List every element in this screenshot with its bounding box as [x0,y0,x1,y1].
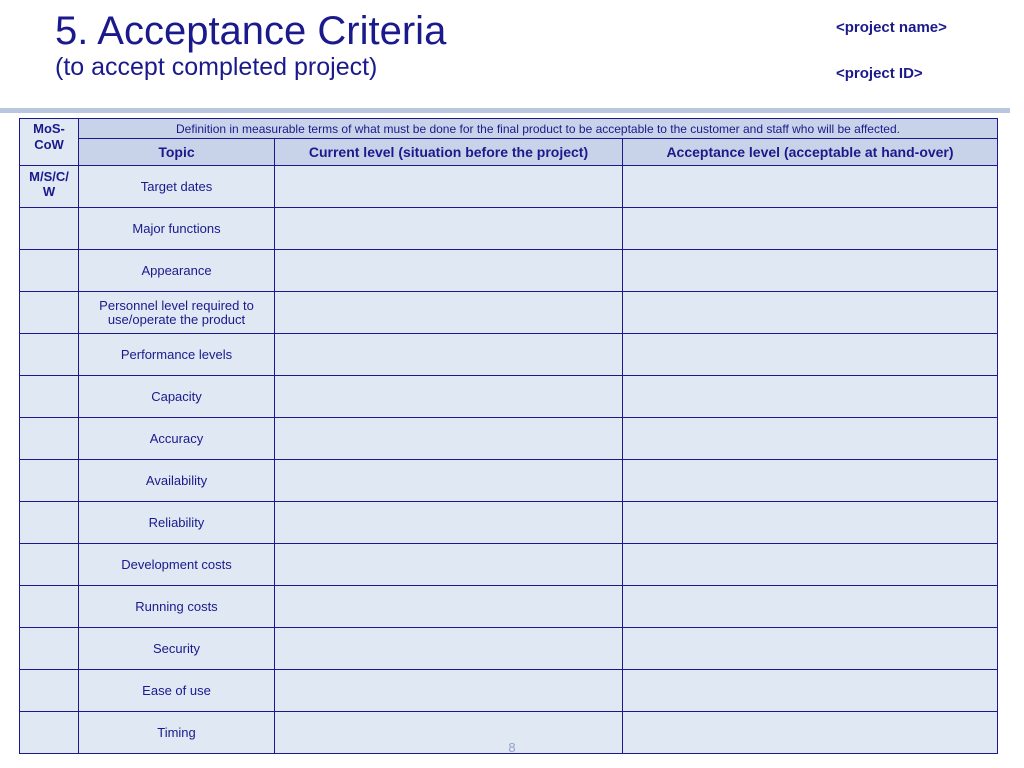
current-level-cell[interactable] [275,628,623,670]
current-level-cell[interactable] [275,460,623,502]
column-header-current-level: Current level (situation before the project) [275,139,623,166]
acceptance-level-cell[interactable] [623,166,998,208]
mos-priority-cell[interactable] [20,334,79,376]
current-level-cell[interactable] [275,334,623,376]
acceptance-level-cell[interactable] [623,376,998,418]
mos-priority-cell[interactable] [20,376,79,418]
table-row [20,166,998,208]
current-level-cell[interactable] [275,292,623,334]
page-number: 8 [508,740,516,755]
acceptance-level-cell[interactable] [623,670,998,712]
table-row [20,208,998,250]
table-row [20,334,998,376]
current-level-cell[interactable] [275,586,623,628]
mos-priority-cell[interactable] [20,628,79,670]
acceptance-level-cell[interactable] [623,628,998,670]
topic-cell: Availability [79,460,275,502]
topic-cell: Security [79,628,275,670]
current-level-cell[interactable] [275,166,623,208]
mos-priority-cell[interactable] [20,208,79,250]
topic-cell: Major functions [79,208,275,250]
topic-cell: Ease of use [79,670,275,712]
page-subtitle: (to accept completed project) [55,53,378,81]
current-level-cell[interactable] [275,670,623,712]
column-header-acceptance-level: Acceptance level (acceptable at hand-over) [623,139,998,166]
topic-cell: Development costs [79,544,275,586]
page-title: 5. Acceptance Criteria [55,9,447,53]
topic-cell: Appearance [79,250,275,292]
acceptance-level-cell[interactable] [623,334,998,376]
table-row [20,292,998,334]
current-level-cell[interactable] [275,418,623,460]
topic-cell: Reliability [79,502,275,544]
table-row [20,460,998,502]
project-name: <project name> [836,19,947,36]
column-header-topic: Topic [79,139,275,166]
mos-priority-cell[interactable] [20,586,79,628]
mos-priority-cell[interactable] [20,292,79,334]
acceptance-level-cell[interactable] [623,292,998,334]
table-row [20,544,998,586]
topic-cell: Performance levels [79,334,275,376]
table-row [20,376,998,418]
current-level-cell[interactable] [275,250,623,292]
mos-priority-cell[interactable] [20,544,79,586]
mos-header: MoS-CoW [20,119,79,166]
project-id: <project ID> [836,65,923,82]
acceptance-level-cell[interactable] [623,250,998,292]
mos-priority-cell[interactable] [20,418,79,460]
mos-priority-cell[interactable] [20,460,79,502]
topic-cell: Personnel level required to use/operate the product [79,292,275,334]
topic-cell: Accuracy [79,418,275,460]
acceptance-criteria-table [19,118,998,754]
mos-priority-cell[interactable] [20,502,79,544]
mos-priority-cell[interactable] [20,250,79,292]
header-divider [0,108,1010,113]
table-row [20,250,998,292]
table-row [20,502,998,544]
current-level-cell[interactable] [275,502,623,544]
current-level-cell[interactable] [275,208,623,250]
current-level-cell[interactable] [275,544,623,586]
table-row [20,670,998,712]
topic-cell: Capacity [79,376,275,418]
acceptance-level-cell[interactable] [623,208,998,250]
acceptance-level-cell[interactable] [623,460,998,502]
mos-priority-cell[interactable]: M/S/C/ W [20,166,79,208]
mos-priority-cell[interactable] [20,670,79,712]
acceptance-level-cell[interactable] [623,544,998,586]
current-level-cell[interactable] [275,376,623,418]
acceptance-level-cell[interactable] [623,418,998,460]
definition-header: Definition in measurable terms of what must be done for the final product to be acceptable to the customer and staff who will be affected. [79,119,998,139]
topic-cell: Timing [79,712,275,754]
acceptance-level-cell[interactable] [623,502,998,544]
table-row [20,586,998,628]
topic-cell: Running costs [79,586,275,628]
acceptance-level-cell[interactable] [623,586,998,628]
topic-cell: Target dates [79,166,275,208]
table-row [20,418,998,460]
table-row [20,628,998,670]
